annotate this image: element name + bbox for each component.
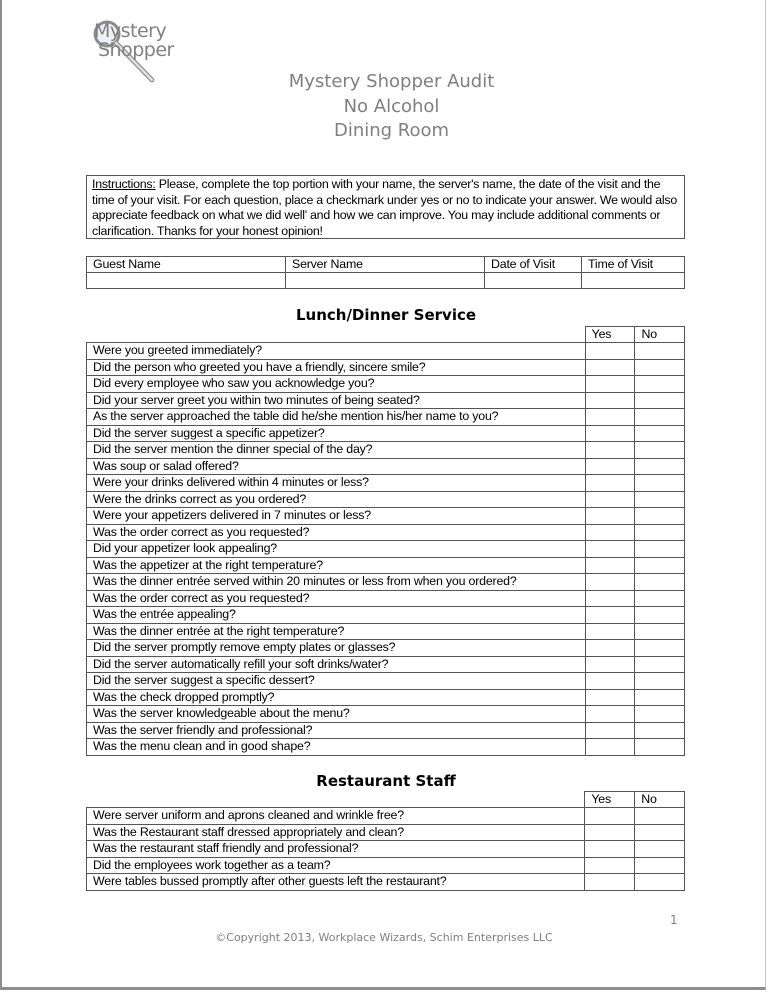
question-row <box>87 857 685 874</box>
question-text: Did the server automatically refill your soft drinks/water? <box>87 656 586 673</box>
guest-name-field[interactable] <box>87 273 286 289</box>
yes-no-header-row <box>87 792 685 808</box>
question-row <box>87 491 685 508</box>
question-text: Were the drinks correct as you ordered? <box>87 491 586 508</box>
question-row <box>87 673 685 690</box>
no-checkbox-cell[interactable] <box>635 656 685 673</box>
no-checkbox-cell[interactable] <box>635 824 685 841</box>
yes-checkbox-cell[interactable] <box>585 824 635 841</box>
no-checkbox-cell[interactable] <box>635 623 685 640</box>
question-text: Was the check dropped promptly? <box>87 689 586 706</box>
no-column-header: No <box>635 792 685 808</box>
question-row <box>87 623 685 640</box>
no-checkbox-cell[interactable] <box>635 442 685 459</box>
question-row <box>87 841 685 858</box>
question-row <box>87 557 685 574</box>
yes-checkbox-cell[interactable] <box>585 508 635 525</box>
question-row <box>87 458 685 475</box>
yes-checkbox-cell[interactable] <box>585 491 635 508</box>
yes-checkbox-cell[interactable] <box>585 574 635 591</box>
question-text: Was the Restaurant staff dressed appropriately and clean? <box>87 824 585 841</box>
instructions-box <box>86 175 685 239</box>
yes-checkbox-cell[interactable] <box>585 673 635 690</box>
question-row <box>87 475 685 492</box>
yes-checkbox-cell[interactable] <box>585 607 635 624</box>
document-title <box>0 70 768 144</box>
no-checkbox-cell[interactable] <box>635 458 685 475</box>
question-row <box>87 607 685 624</box>
question-row <box>87 343 685 360</box>
question-row <box>87 824 685 841</box>
question-row <box>87 590 685 607</box>
yes-checkbox-cell[interactable] <box>585 739 635 756</box>
question-text: Did the server suggest a specific appetizer? <box>87 425 586 442</box>
restaurant-staff-questions-table <box>86 791 685 891</box>
question-text: Were server uniform and aprons cleaned and wrinkle free? <box>87 808 585 825</box>
yes-checkbox-cell[interactable] <box>585 392 635 409</box>
question-text: Did the server mention the dinner special of the day? <box>87 442 586 459</box>
no-checkbox-cell[interactable] <box>635 557 685 574</box>
time-of-visit-header: Time of Visit <box>582 257 685 273</box>
question-text: Was the order correct as you requested? <box>87 590 586 607</box>
question-text: Were your appetizers delivered in 7 minutes or less? <box>87 508 586 525</box>
yes-column-header: Yes <box>585 327 635 343</box>
no-checkbox-cell[interactable] <box>635 376 685 393</box>
question-text: Were tables bussed promptly after other guests left the restaurant? <box>87 874 585 891</box>
question-text: Was the server friendly and professional? <box>87 722 586 739</box>
no-checkbox-cell[interactable] <box>635 689 685 706</box>
yes-checkbox-cell[interactable] <box>585 590 635 607</box>
yes-checkbox-cell[interactable] <box>585 857 635 874</box>
question-text: As the server approached the table did he/she mention his/her name to you? <box>87 409 586 426</box>
no-checkbox-cell[interactable] <box>635 524 685 541</box>
no-checkbox-cell[interactable] <box>635 673 685 690</box>
question-row <box>87 409 685 426</box>
yes-checkbox-cell[interactable] <box>585 359 635 376</box>
question-row <box>87 808 685 825</box>
question-text: Was the order correct as you requested? <box>87 524 586 541</box>
question-text: Did the server suggest a specific dessert? <box>87 673 586 690</box>
no-checkbox-cell[interactable] <box>635 475 685 492</box>
yes-column-header: Yes <box>585 792 635 808</box>
no-checkbox-cell[interactable] <box>635 722 685 739</box>
page-number: 1 <box>670 913 678 927</box>
question-row <box>87 359 685 376</box>
no-checkbox-cell[interactable] <box>635 508 685 525</box>
yes-checkbox-cell[interactable] <box>585 706 635 723</box>
subtitle-line: No Alcohol <box>343 95 440 117</box>
question-text: Was the menu clean and in good shape? <box>87 739 586 756</box>
yes-checkbox-cell[interactable] <box>585 442 635 459</box>
instructions-text: Please, complete the top portion with your name, the server's name, the date of the visit and the time of your visit. For each question, place a checkmark under yes or no to indicate your answer. We would also appreciate feedback on what we did well' and how we can improve. You may include additional comments or clarification. Thanks for your honest opinion! <box>92 177 677 238</box>
question-text: Were your drinks delivered within 4 minutes or less? <box>87 475 586 492</box>
no-checkbox-cell[interactable] <box>635 640 685 657</box>
question-text: Did your server greet you within two minutes of being seated? <box>87 392 586 409</box>
no-checkbox-cell[interactable] <box>635 392 685 409</box>
question-row <box>87 425 685 442</box>
guest-name-header: Guest Name <box>87 257 286 273</box>
server-name-header: Server Name <box>286 257 485 273</box>
subtitle-line: Dining Room <box>333 120 450 141</box>
visit-info-header-row <box>87 257 685 273</box>
question-text: Was the restaurant staff friendly and professional? <box>87 841 585 858</box>
question-row <box>87 874 685 891</box>
question-row <box>87 689 685 706</box>
question-text: Was soup or salad offered? <box>87 458 586 475</box>
date-of-visit-header: Date of Visit <box>485 257 582 273</box>
no-column-header: No <box>635 327 685 343</box>
no-checkbox-cell[interactable] <box>635 541 685 558</box>
no-checkbox-cell[interactable] <box>635 359 685 376</box>
question-row <box>87 739 685 756</box>
question-row <box>87 656 685 673</box>
no-checkbox-cell[interactable] <box>635 808 685 825</box>
question-text: Did the person who greeted you have a friendly, sincere smile? <box>87 359 586 376</box>
no-checkbox-cell[interactable] <box>635 706 685 723</box>
no-checkbox-cell[interactable] <box>635 607 685 624</box>
logo-text-line1: Mystery <box>94 20 167 42</box>
yes-checkbox-cell[interactable] <box>585 425 635 442</box>
question-row <box>87 640 685 657</box>
no-checkbox-cell[interactable] <box>635 574 685 591</box>
yes-checkbox-cell[interactable] <box>585 409 635 426</box>
question-text: Was the appetizer at the right temperature? <box>87 557 586 574</box>
question-text: Did your appetizer look appealing? <box>87 541 586 558</box>
yes-checkbox-cell[interactable] <box>585 557 635 574</box>
no-checkbox-cell[interactable] <box>635 874 685 891</box>
section-title-restaurant-staff: Restaurant Staff <box>316 772 456 790</box>
lunch-dinner-questions-table <box>86 326 685 756</box>
no-checkbox-cell[interactable] <box>635 739 685 756</box>
question-text: Was the server knowledgeable about the menu? <box>87 706 586 723</box>
yes-checkbox-cell[interactable] <box>585 475 635 492</box>
question-row <box>87 574 685 591</box>
yes-checkbox-cell[interactable] <box>585 808 635 825</box>
yes-checkbox-cell[interactable] <box>585 689 635 706</box>
question-row <box>87 524 685 541</box>
title-line: Mystery Shopper Audit <box>288 71 495 92</box>
yes-checkbox-cell[interactable] <box>585 656 635 673</box>
visit-info-value-row <box>87 273 685 289</box>
no-checkbox-cell[interactable] <box>635 343 685 360</box>
no-checkbox-cell[interactable] <box>635 841 685 858</box>
yes-checkbox-cell[interactable] <box>585 722 635 739</box>
question-text: Were you greeted immediately? <box>87 343 586 360</box>
copyright-notice: ©Copyright 2013, Workplace Wizards, Schim Enterprises LLC <box>215 931 553 944</box>
question-text: Was the dinner entrée served within 20 minutes or less from when you ordered? <box>87 574 586 591</box>
yes-checkbox-cell[interactable] <box>585 458 635 475</box>
yes-checkbox-cell[interactable] <box>585 841 635 858</box>
instructions-label: Instructions: <box>92 177 156 191</box>
yes-checkbox-cell[interactable] <box>585 874 635 891</box>
no-checkbox-cell[interactable] <box>635 857 685 874</box>
no-checkbox-cell[interactable] <box>635 590 685 607</box>
yes-no-header-row <box>87 327 685 343</box>
yes-checkbox-cell[interactable] <box>585 376 635 393</box>
question-row <box>87 376 685 393</box>
no-checkbox-cell[interactable] <box>635 491 685 508</box>
question-text: Did the server promptly remove empty plates or glasses? <box>87 640 586 657</box>
question-row <box>87 508 685 525</box>
visit-info-table <box>86 256 685 289</box>
yes-checkbox-cell[interactable] <box>585 541 635 558</box>
logo-text-line2: Shopper <box>98 39 174 61</box>
question-row <box>87 541 685 558</box>
question-text: Was the entrée appealing? <box>87 607 586 624</box>
time-of-visit-field[interactable] <box>582 273 685 289</box>
question-row <box>87 706 685 723</box>
question-text: Did the employees work together as a team? <box>87 857 585 874</box>
no-checkbox-cell[interactable] <box>635 409 685 426</box>
yes-checkbox-cell[interactable] <box>585 623 635 640</box>
yes-checkbox-cell[interactable] <box>585 524 635 541</box>
question-row <box>87 722 685 739</box>
question-row <box>87 392 685 409</box>
section-title-lunch-dinner: Lunch/Dinner Service <box>295 306 477 324</box>
question-row <box>87 442 685 459</box>
no-checkbox-cell[interactable] <box>635 425 685 442</box>
yes-checkbox-cell[interactable] <box>585 343 635 360</box>
date-of-visit-field[interactable] <box>485 273 582 289</box>
question-text: Was the dinner entrée at the right temperature? <box>87 623 586 640</box>
question-text: Did every employee who saw you acknowledge you? <box>87 376 586 393</box>
yes-checkbox-cell[interactable] <box>585 640 635 657</box>
server-name-field[interactable] <box>286 273 485 289</box>
